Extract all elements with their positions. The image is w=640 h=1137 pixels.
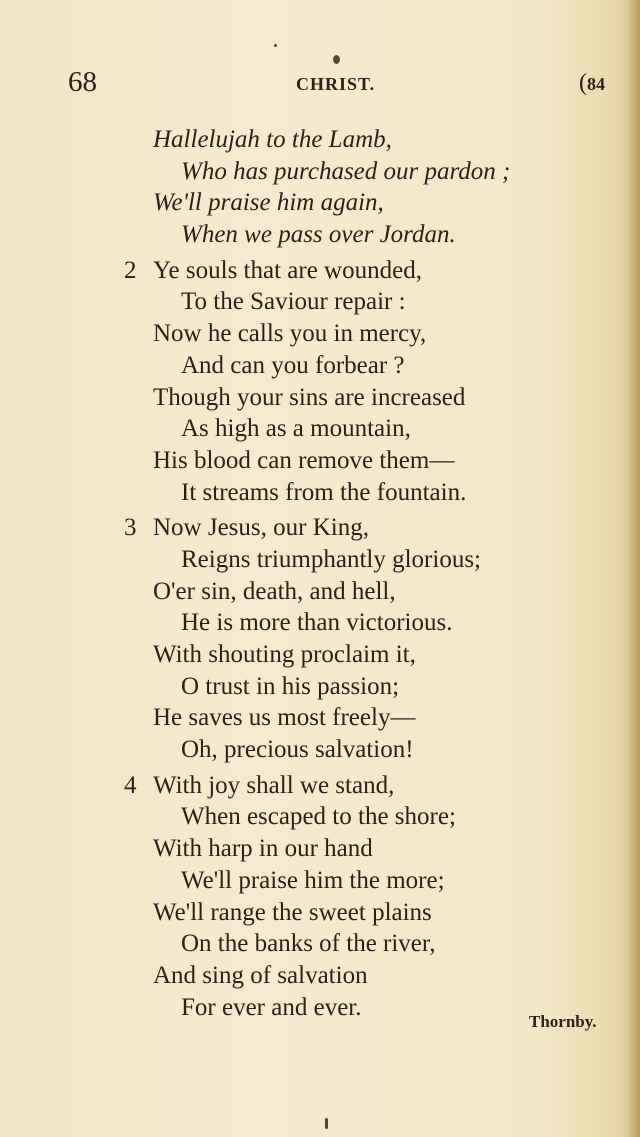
chorus	[0, 124, 640, 251]
verse-line: We'll praise him again,	[153, 189, 384, 217]
stanza-number: 4	[124, 771, 137, 799]
hymn-number-paren: (	[579, 70, 587, 96]
stanza-4	[0, 770, 640, 1024]
verse-line: Ye souls that are wounded,	[153, 256, 422, 284]
verse-line: His blood can remove them—	[153, 446, 455, 474]
verse-line: Though your sins are increased	[153, 383, 466, 411]
verse-line: And can you forbear ?	[181, 351, 405, 379]
hymn-number-value: 84	[587, 74, 605, 94]
verse-line: As high as a mountain,	[181, 415, 411, 443]
verse-line: On the banks of the river,	[181, 930, 436, 958]
verse-line: When escaped to the shore;	[181, 803, 456, 831]
verse-line: O'er sin, death, and hell,	[153, 577, 396, 605]
verse-line: Oh, precious salvation!	[181, 736, 414, 764]
verse-line: When we pass over Jordan.	[181, 221, 456, 249]
verse-line: Reigns triumphantly glorious;	[181, 545, 481, 573]
ink-speck	[325, 1118, 328, 1129]
verse-line: Now Jesus, our King,	[153, 514, 369, 542]
verse-line: With shouting proclaim it,	[153, 641, 416, 668]
verse-line: He saves us most freely—	[153, 704, 416, 732]
ink-speck	[333, 55, 340, 64]
verse-line: For ever and ever.	[181, 993, 362, 1021]
verse-line: He is more than victorious.	[181, 609, 453, 637]
stanza-number: 2	[124, 256, 137, 284]
tune-attribution: Thornby.	[529, 1012, 597, 1031]
verse-line: And sing of salvation	[153, 961, 368, 989]
hymn-number	[579, 70, 605, 97]
verse-line: To the Saviour repair :	[181, 288, 406, 316]
verse-line: Now he calls you in mercy,	[153, 320, 427, 348]
hymn-text	[0, 124, 640, 1027]
verse-line: With harp in our hand	[153, 835, 373, 863]
verse-line: We'll praise him the more;	[181, 866, 445, 894]
stanza-2	[0, 255, 640, 509]
verse-line: With joy shall we stand,	[153, 771, 395, 799]
verse-line: We'll range the sweet plains	[153, 898, 432, 926]
verse-line: It streams from the fountain.	[181, 478, 467, 506]
stanza-number: 3	[124, 514, 137, 542]
page-number: 68	[68, 66, 97, 98]
verse-line: O trust in his passion;	[181, 672, 400, 700]
verse-line: Who has purchased our pardon ;	[181, 157, 511, 185]
verse-line: Hallelujah to the Lamb,	[153, 126, 392, 153]
page-header	[0, 66, 640, 106]
running-title: CHRIST.	[296, 74, 376, 94]
stanza-3	[0, 512, 640, 766]
ink-speck	[274, 44, 277, 47]
